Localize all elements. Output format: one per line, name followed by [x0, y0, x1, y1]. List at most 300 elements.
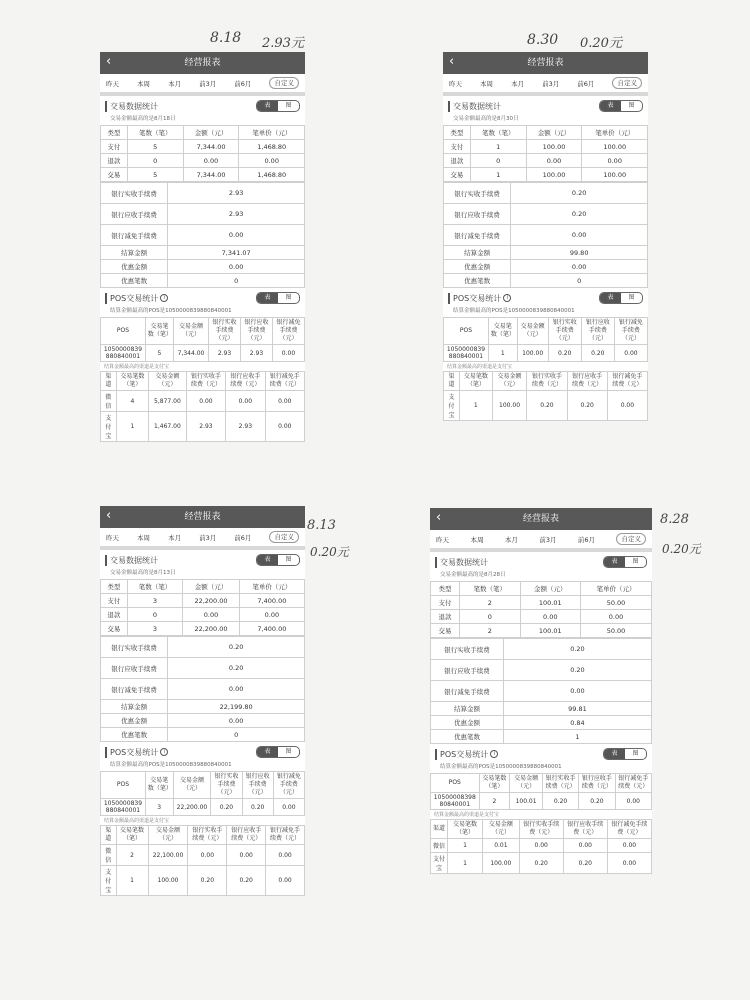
column-header: 笔单价（元）	[581, 582, 652, 596]
pos-section-header	[100, 288, 305, 306]
toggle-table[interactable]: 表	[604, 557, 625, 567]
period-tabs	[443, 74, 648, 92]
pos-section-title	[435, 749, 498, 760]
table-cell: 1	[503, 730, 651, 744]
column-header: 银行应收手续费（元）	[579, 774, 615, 793]
table-chart-toggle[interactable]	[256, 554, 300, 566]
table-cell: 0.20	[227, 866, 266, 896]
pos-section-subtitle: 结算金额最高的POS是1050000839880840001	[453, 308, 575, 314]
row-label: 优惠笔数	[444, 274, 511, 288]
tab-custom[interactable]: 自定义	[612, 77, 642, 89]
table-cell: 3	[127, 622, 183, 636]
column-header: 渠道	[101, 826, 117, 845]
table-row	[101, 140, 305, 154]
column-header: 笔数（笔）	[127, 580, 183, 594]
pos-title-text: POS交易统计	[440, 749, 489, 759]
tab-this-week[interactable]: 本周	[480, 79, 494, 88]
info-icon[interactable]: i	[490, 750, 498, 758]
column-header: 金额（元）	[183, 580, 239, 594]
table-cell: 0.00	[520, 610, 580, 624]
handwritten-date: 8.13	[307, 518, 336, 533]
table-cell: 0	[168, 728, 305, 742]
row-label: 银行应收手续费	[444, 204, 511, 225]
app-header	[443, 52, 648, 74]
table-cell: 0.00	[582, 154, 648, 168]
back-arrow-icon[interactable]: ‹	[436, 510, 442, 525]
toggle-table[interactable]: 表	[257, 555, 278, 565]
pos-section-header	[443, 288, 648, 306]
column-header: 交易金额（元）	[148, 826, 188, 845]
app-header	[100, 506, 305, 528]
table-cell: 22,100.00	[148, 845, 188, 866]
table-cell: 100.01	[520, 596, 580, 610]
row-label: 银行实收手续费	[444, 183, 511, 204]
row-label: 结算金额	[101, 700, 168, 714]
tab-this-month[interactable]: 本月	[511, 79, 525, 88]
table-cell: 退款	[101, 154, 128, 168]
toggle-table[interactable]: 表	[604, 749, 625, 759]
row-label: 优惠金额	[431, 716, 504, 730]
table-cell: 3	[145, 799, 173, 816]
channel-table	[443, 371, 648, 421]
table-cell: 交易	[101, 622, 128, 636]
table-cell: 1	[116, 866, 148, 896]
tab-this-week[interactable]: 本周	[470, 535, 484, 544]
table-cell: 0.00	[188, 845, 227, 866]
table-row	[101, 246, 305, 260]
table-cell: 微信	[101, 845, 117, 866]
table-cell: 0.00	[526, 154, 582, 168]
column-header: 交易金额（元）	[510, 774, 543, 793]
pos-table	[100, 771, 305, 816]
trade-section-subtitle: 交易金额最高的是8月28日	[440, 572, 506, 578]
trade-section-title: 交易数据统计	[105, 101, 158, 112]
column-header: 交易笔数（笔）	[459, 372, 492, 391]
column-header: 交易金额（元）	[517, 318, 548, 345]
table-cell: 0.20	[242, 799, 273, 816]
column-header: 交易笔数（笔）	[116, 826, 148, 845]
table-row	[101, 345, 305, 362]
column-header: 银行应收手续费（元）	[563, 820, 607, 839]
column-header: 银行应收手续费（元）	[227, 826, 266, 845]
table-cell: 0.00	[614, 345, 647, 362]
tab-yesterday[interactable]: 昨天	[106, 79, 119, 88]
table-chart-toggle[interactable]	[256, 746, 300, 758]
column-header: 类型	[431, 582, 460, 596]
column-header: 渠道	[444, 372, 460, 391]
channel-rows	[444, 391, 648, 421]
pos-title-text: POS交易统计	[110, 747, 159, 757]
table-chart-toggle[interactable]	[599, 100, 643, 112]
toggle-table[interactable]: 表	[257, 293, 278, 303]
period-tabs	[100, 528, 305, 546]
trade-section-subtitle: 交易金额最高的是8月13日	[110, 570, 176, 576]
table-cell: 5	[145, 345, 173, 362]
handwritten-date: 8.28	[660, 512, 689, 527]
column-header: 银行减免手续费（元）	[615, 774, 651, 793]
table-cell: 退款	[444, 154, 471, 168]
table-cell: 0.84	[503, 716, 651, 730]
fee-summary-table	[100, 636, 305, 742]
table-cell: 0.00	[168, 679, 305, 700]
table-cell: 100.00	[483, 853, 520, 874]
column-header: 渠道	[431, 820, 448, 839]
toggle-table[interactable]: 表	[600, 101, 621, 111]
table-cell: 1	[116, 412, 148, 442]
column-header: 银行减免手续费（元）	[266, 826, 305, 845]
toggle-chart[interactable]: 图	[285, 294, 292, 301]
table-cell: 0.00	[503, 681, 651, 702]
table-cell: 支付宝	[444, 391, 460, 421]
table-cell: 4	[116, 391, 148, 412]
trade-section-title: 交易数据统计	[435, 557, 488, 568]
column-header: 银行实收手续费（元）	[211, 772, 242, 799]
row-label: 银行应收手续费	[101, 204, 168, 225]
table-cell: 1,468.80	[239, 140, 305, 154]
table-row	[101, 728, 305, 742]
table-cell: 7,400.00	[239, 622, 304, 636]
tab-this-month[interactable]: 本月	[504, 535, 518, 544]
column-header: 金额（元）	[526, 126, 582, 140]
toggle-chart[interactable]: 图	[285, 556, 292, 563]
channel-table	[100, 825, 305, 896]
handwritten-fee: 0.20元	[310, 545, 349, 559]
table-cell: 0	[470, 154, 526, 168]
tab-yesterday[interactable]: 昨天	[106, 533, 119, 542]
row-label: 银行应收手续费	[101, 658, 168, 679]
table-cell: 0.20	[548, 345, 581, 362]
table-cell: 0.00	[273, 799, 304, 816]
toggle-chart[interactable]: 图	[628, 294, 635, 301]
table-chart-toggle[interactable]	[256, 292, 300, 304]
table-cell: 100.00	[526, 168, 582, 182]
table-row	[101, 658, 305, 679]
table-cell: 7,344.00	[174, 345, 209, 362]
table-row	[431, 853, 652, 874]
tab-custom[interactable]: 自定义	[269, 531, 299, 543]
table-cell: 0.20	[581, 345, 614, 362]
table-cell: 0	[511, 274, 648, 288]
tab-custom[interactable]: 自定义	[616, 533, 646, 545]
column-header: 银行实收手续费（元）	[548, 318, 581, 345]
column-header: 银行实收手续费（元）	[209, 318, 241, 345]
table-cell: 1	[470, 140, 526, 154]
toggle-chart[interactable]: 图	[632, 558, 639, 565]
info-icon[interactable]: i	[160, 748, 168, 756]
trade-section-header	[100, 550, 305, 568]
table-row	[444, 225, 648, 246]
pos-table	[443, 317, 648, 362]
table-row	[101, 274, 305, 288]
handwritten-fee: 0.20元	[580, 36, 622, 51]
row-label: 结算金额	[444, 246, 511, 260]
table-cell: 退款	[431, 610, 460, 624]
column-header: 交易金额（元）	[173, 772, 211, 799]
table-row	[431, 730, 652, 744]
table-cell: 2.93	[209, 345, 241, 362]
column-header: 银行实收手续费（元）	[542, 774, 578, 793]
table-row	[101, 714, 305, 728]
table-cell: 支付	[101, 140, 128, 154]
pos-section-subtitle: 结算金额最高的POS是1050000839880840001	[110, 308, 232, 314]
channel-rows	[101, 845, 305, 896]
tab-yesterday[interactable]: 昨天	[436, 535, 449, 544]
table-cell: 100.00	[526, 140, 582, 154]
table-cell: 0.00	[226, 391, 265, 412]
table-cell: 0.00	[615, 793, 651, 810]
tab-last-3-months[interactable]: 前3月	[199, 79, 217, 88]
tab-last-6-months[interactable]: 前6月	[577, 535, 596, 544]
table-cell: 0.00	[272, 345, 304, 362]
table-cell: 支付	[444, 140, 471, 154]
table-cell: 支付宝	[101, 866, 117, 896]
tab-yesterday[interactable]: 昨天	[449, 79, 462, 88]
table-row	[431, 596, 652, 610]
table-cell: 2.93	[226, 412, 265, 442]
table-row	[101, 637, 305, 658]
table-row	[444, 154, 648, 168]
handwritten-date: 8.18	[210, 30, 242, 46]
table-cell: 1	[459, 391, 492, 421]
column-header: 笔数（笔）	[460, 582, 520, 596]
back-arrow-icon[interactable]: ‹	[106, 508, 112, 523]
row-label: 银行实收手续费	[101, 637, 168, 658]
table-row	[444, 140, 648, 154]
period-tabs	[100, 74, 305, 92]
info-icon[interactable]: i	[160, 294, 168, 302]
toggle-table[interactable]: 表	[257, 101, 278, 111]
table-row	[431, 716, 652, 730]
pos-section-title	[105, 293, 168, 304]
pos-section-header	[100, 742, 305, 760]
row-label: 优惠笔数	[101, 728, 168, 742]
table-cell: 0.20	[503, 639, 651, 660]
channel-note: 结算金额最高的渠道是支付宝	[104, 818, 170, 824]
table-cell: 2	[460, 596, 520, 610]
row-label: 银行实收手续费	[101, 183, 168, 204]
handwritten-fee: 2.93元	[262, 36, 304, 51]
table-cell: 1	[448, 853, 483, 874]
table-cell: 50.00	[581, 624, 652, 638]
table-row	[101, 260, 305, 274]
table-cell: 100.00	[582, 168, 648, 182]
table-cell: 1,467.00	[149, 412, 187, 442]
table-cell: 3	[127, 594, 183, 608]
app-header	[430, 508, 652, 530]
tab-this-month[interactable]: 本月	[168, 79, 182, 88]
toggle-chart[interactable]: 图	[285, 102, 292, 109]
column-header: 银行应收手续费（元）	[242, 772, 273, 799]
trade-section-header	[430, 552, 652, 570]
table-cell: 1	[470, 168, 526, 182]
table-cell: 0.20	[168, 637, 305, 658]
table-cell: 0.20	[542, 793, 578, 810]
back-arrow-icon[interactable]: ‹	[449, 54, 455, 69]
column-header: 银行实收手续费（元）	[527, 372, 567, 391]
channel-table	[430, 819, 652, 874]
column-header: 银行应收手续费（元）	[581, 318, 614, 345]
table-cell: 0.00	[511, 225, 648, 246]
toggle-chart[interactable]: 图	[632, 750, 639, 757]
table-cell: 7,341.07	[168, 246, 305, 260]
table-row	[431, 839, 652, 853]
tab-this-month[interactable]: 本月	[168, 533, 182, 542]
column-header: 交易金额（元）	[483, 820, 520, 839]
trade-section-header	[100, 96, 305, 114]
column-header: 银行实收手续费（元）	[188, 826, 227, 845]
table-cell: 99.80	[511, 246, 648, 260]
table-cell: 0.00	[607, 839, 651, 853]
column-header: 金额（元）	[520, 582, 580, 596]
pos-section-subtitle: 结算金额最高的POS是1050000839880840001	[440, 764, 562, 770]
table-cell: 100.00	[582, 140, 648, 154]
column-header: 类型	[101, 126, 128, 140]
row-label: 银行实收手续费	[431, 639, 504, 660]
column-header: 交易笔数（笔）	[488, 318, 517, 345]
table-cell: 支付宝	[101, 412, 117, 442]
table-cell: 0	[127, 608, 183, 622]
table-row	[431, 660, 652, 681]
table-row	[431, 624, 652, 638]
table-cell: 99.81	[503, 702, 651, 716]
pos-section-title	[105, 747, 168, 758]
table-cell: 2	[479, 793, 510, 810]
tab-last-3-months[interactable]: 前3月	[542, 79, 560, 88]
column-header: 银行实收手续费（元）	[519, 820, 563, 839]
table-cell: 0	[460, 610, 520, 624]
channel-note: 结算金额最高的渠道是支付宝	[434, 812, 500, 818]
table-chart-toggle[interactable]	[599, 292, 643, 304]
toggle-chart[interactable]: 图	[628, 102, 635, 109]
table-cell: 0.20	[567, 391, 607, 421]
column-header: 渠道	[101, 372, 117, 391]
pos-id-cell: 1050000839880840001	[431, 793, 480, 810]
table-cell: 0.00	[266, 866, 305, 896]
table-cell: 0.20	[211, 799, 242, 816]
table-row	[101, 412, 305, 442]
tab-this-week[interactable]: 本周	[137, 79, 151, 88]
column-header: 交易金额（元）	[174, 318, 209, 345]
column-header: 交易金额（元）	[492, 372, 527, 391]
table-cell: 1,468.80	[239, 168, 305, 182]
column-header: POS	[101, 318, 146, 345]
pos-section-title	[448, 293, 511, 304]
table-chart-toggle[interactable]	[256, 100, 300, 112]
table-row	[101, 183, 305, 204]
pos-section-header	[430, 744, 652, 762]
channel-table	[100, 371, 305, 442]
table-cell: 0.01	[483, 839, 520, 853]
tab-last-6-months[interactable]: 前6月	[234, 79, 252, 88]
table-cell: 22,199.80	[168, 700, 305, 714]
column-header: 银行应收手续费（元）	[567, 372, 607, 391]
page-title: 经营报表	[527, 58, 564, 68]
column-header: POS	[444, 318, 489, 345]
channel-rows	[431, 839, 652, 874]
table-cell: 0.00	[183, 154, 239, 168]
toggle-chart[interactable]: 图	[285, 748, 292, 755]
table-cell: 100.00	[517, 345, 548, 362]
table-row	[444, 260, 648, 274]
table-cell: 交易	[431, 624, 460, 638]
table-cell: 0.00	[265, 391, 304, 412]
table-cell: 0.00	[519, 839, 563, 853]
table-cell: 0.00	[239, 608, 304, 622]
row-label: 优惠金额	[101, 260, 168, 274]
table-row	[444, 274, 648, 288]
page-title: 经营报表	[184, 512, 221, 522]
table-cell: 100.00	[148, 866, 188, 896]
tab-custom[interactable]: 自定义	[269, 77, 299, 89]
row-label: 优惠笔数	[101, 274, 168, 288]
table-row	[431, 702, 652, 716]
table-cell: 0.00	[183, 608, 239, 622]
table-chart-toggle[interactable]	[603, 748, 647, 760]
table-cell: 0.00	[239, 154, 305, 168]
table-row	[101, 799, 305, 816]
table-row	[444, 204, 648, 225]
column-header: 银行减免手续费（元）	[265, 372, 304, 391]
table-cell: 22,200.00	[183, 622, 239, 636]
channel-rows	[101, 391, 305, 442]
table-cell: 支付	[431, 596, 460, 610]
table-cell: 5	[127, 140, 183, 154]
column-header: 类型	[101, 580, 128, 594]
column-header: 银行减免手续费（元）	[607, 820, 651, 839]
column-header: 金额（元）	[183, 126, 239, 140]
pos-table	[100, 317, 305, 362]
table-cell: 22,200.00	[183, 594, 239, 608]
column-header: 银行减免手续费（元）	[614, 318, 647, 345]
table-cell: 微信	[431, 839, 448, 853]
table-cell: 支付宝	[431, 853, 448, 874]
info-icon[interactable]: i	[503, 294, 511, 302]
table-cell: 0.00	[168, 714, 305, 728]
tab-this-week[interactable]: 本周	[137, 533, 151, 542]
table-row	[431, 793, 652, 810]
report-panel	[100, 506, 305, 896]
row-label: 银行减免手续费	[101, 225, 168, 246]
table-cell: 0.00	[581, 610, 652, 624]
table-cell: 7,400.00	[239, 594, 304, 608]
toggle-table[interactable]: 表	[600, 293, 621, 303]
column-header: 交易笔数（笔）	[448, 820, 483, 839]
column-header: POS	[101, 772, 146, 799]
column-header: 笔数（笔）	[470, 126, 526, 140]
table-cell: 0.00	[186, 391, 225, 412]
column-header: 类型	[444, 126, 471, 140]
table-cell: 0.00	[607, 853, 651, 874]
table-cell: 微信	[101, 391, 117, 412]
report-panel	[100, 52, 305, 442]
period-tabs	[430, 530, 652, 548]
table-cell: 0.00	[265, 412, 304, 442]
back-arrow-icon[interactable]: ‹	[106, 54, 112, 69]
tab-last-3-months[interactable]: 前3月	[199, 533, 217, 542]
tab-last-3-months[interactable]: 前3月	[539, 535, 557, 544]
table-row	[431, 610, 652, 624]
table-row	[444, 345, 648, 362]
toggle-table[interactable]: 表	[257, 747, 278, 757]
table-cell: 0.20	[503, 660, 651, 681]
table-cell: 7,344.00	[183, 140, 239, 154]
table-chart-toggle[interactable]	[603, 556, 647, 568]
table-cell: 0.20	[519, 853, 563, 874]
table-cell: 2.93	[240, 345, 272, 362]
tab-last-6-months[interactable]: 前6月	[234, 533, 252, 542]
table-cell: 0.20	[168, 658, 305, 679]
tab-last-6-months[interactable]: 前6月	[577, 79, 595, 88]
